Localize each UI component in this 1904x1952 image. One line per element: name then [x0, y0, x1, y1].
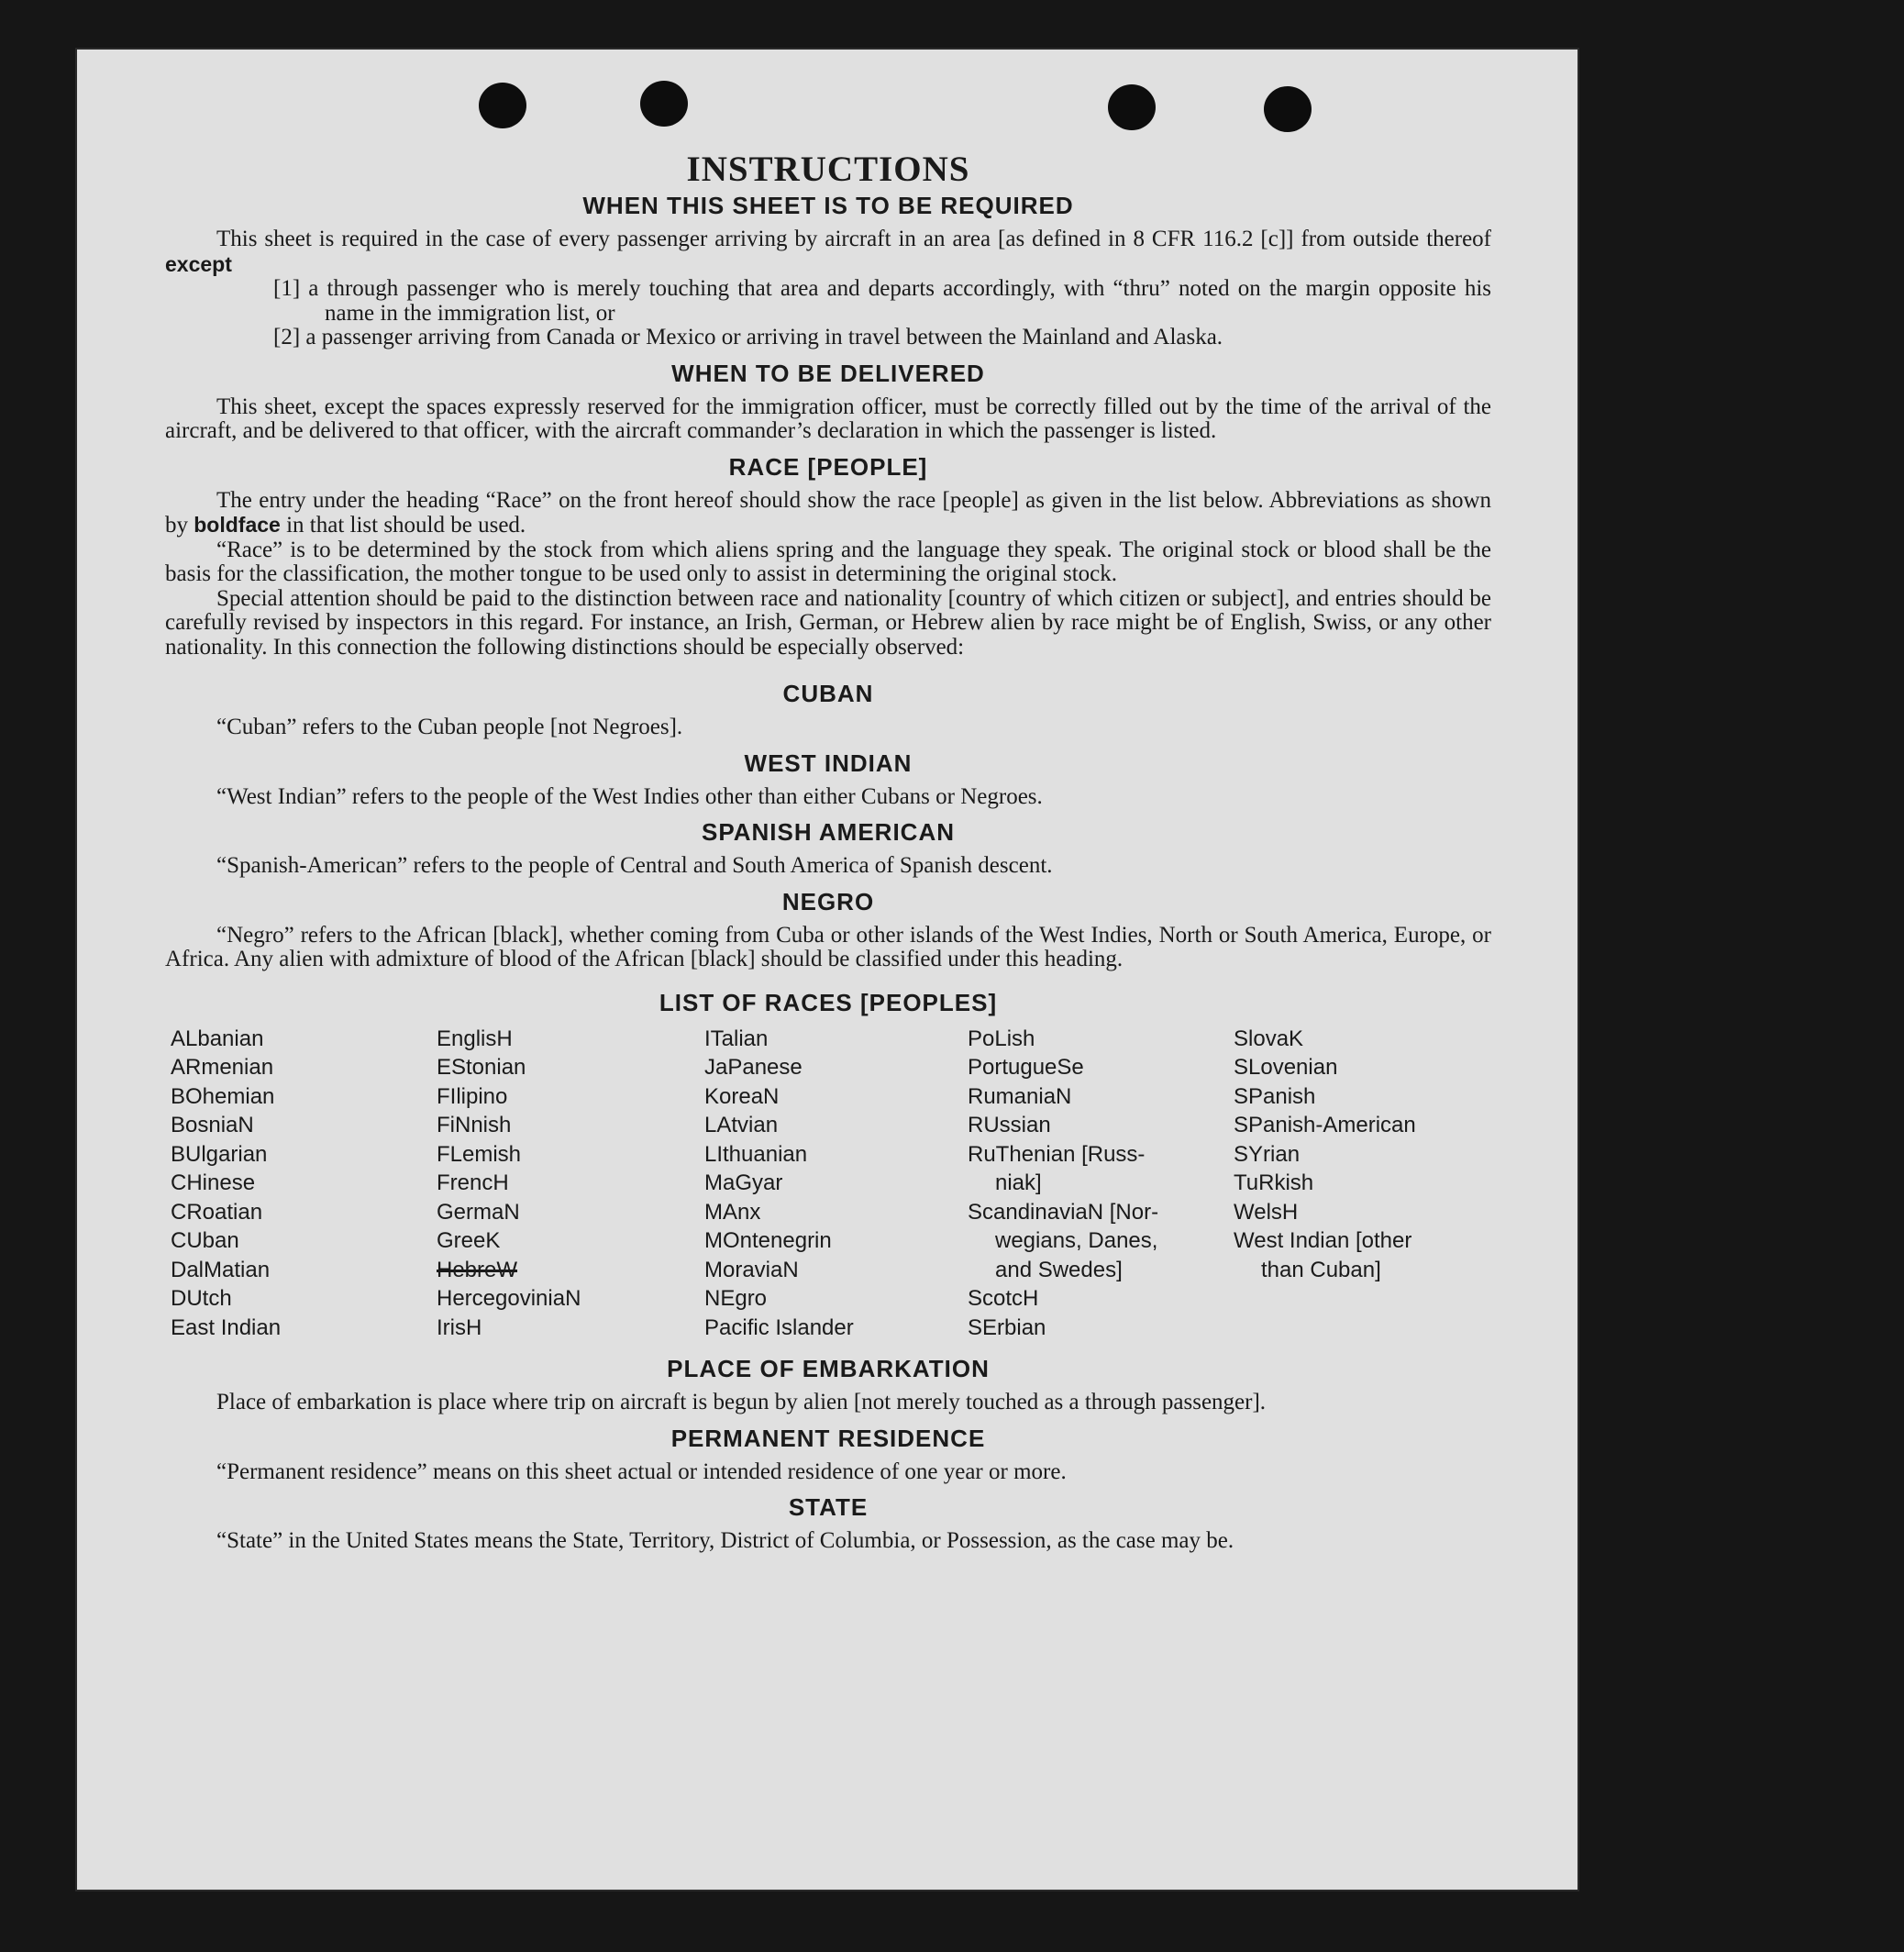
race-item: MoraviaN — [704, 1257, 799, 1282]
race-item: GermaN — [437, 1199, 520, 1225]
document-page — [75, 48, 1579, 1891]
race-item: ITalian — [704, 1026, 769, 1051]
race-item: BUlgarian — [171, 1141, 268, 1167]
races-column-1 — [171, 1025, 437, 1343]
race-item: TuRkish — [1234, 1170, 1314, 1195]
race-item: SLovenian — [1234, 1055, 1338, 1080]
residence-text: “Permanent residence” means on this sheet actual or intended residence of one year or more. — [216, 1458, 1067, 1484]
cuban-text: “Cuban” refers to the Cuban people [not Negroes]. — [216, 715, 683, 739]
race-para-2: “Race” is to be determined by the stock from which aliens spring and the language they speak. The original stock or blood shall be the basis for the classification, the mother tongue to be used only to assist in determining the original stock. — [165, 537, 1491, 586]
section-heading-state: STATE — [788, 1493, 869, 1521]
race-item: ALbanian — [171, 1026, 264, 1051]
race-item: PoLish — [968, 1026, 1035, 1051]
race-item: FiNnish — [437, 1113, 512, 1137]
race-item: IrisH — [437, 1314, 482, 1340]
state-text: “State” in the United States means the State, Territory, District of Columbia, or Possession, as the case may be. — [216, 1528, 1234, 1553]
race-item-continued: than Cuban] — [1261, 1257, 1381, 1282]
race-item: RumaniaN — [968, 1083, 1072, 1109]
punch-hole — [1108, 84, 1156, 130]
race-item: ScandinaviaN [Nor- — [968, 1199, 1159, 1225]
west-indian-text: “West Indian” refers to the people of the West Indies other than either Cubans or Negroes. — [216, 783, 1043, 809]
embarkation-text: Place of embarkation is place where trip on aircraft is begun by alien [not merely touched as a through passenger]. — [216, 1390, 1267, 1414]
delivered-text: This sheet, except the spaces expressly reserved for the immigration officer, must be correctly filled out by the time of the arrival of the aircraft, and be delivered to that officer, with the aircraft commander’s declaration in which the passenger is listed. — [165, 394, 1491, 443]
race-item: MaGyar — [704, 1170, 783, 1195]
race-item: LIthuanian — [704, 1141, 808, 1167]
race-item: West Indian [other — [1234, 1228, 1412, 1253]
race-item: EStonian — [437, 1055, 526, 1080]
races-column-5 — [1234, 1025, 1500, 1343]
races-column-4 — [968, 1025, 1234, 1343]
race-item: MOntenegrin — [704, 1228, 832, 1253]
race-item: CUban — [171, 1228, 239, 1253]
race-item: ARmenian — [171, 1055, 274, 1080]
race-para-1: The entry under the heading “Race” on the front hereof should show the race [people] as given in the list below. Abbreviations as shown by boldface in that list should be used. — [165, 487, 1491, 538]
required-intro: This sheet is required in the case of every passenger arriving by aircraft in an area [as defined in 8 CFR 116.2 [c]] from outside thereof except — [165, 227, 1491, 276]
race-item: DUtch — [171, 1286, 232, 1311]
race-item: MAnx — [704, 1199, 761, 1225]
page-title: INSTRUCTIONS — [686, 150, 970, 189]
race-item: ScotcH — [968, 1286, 1039, 1311]
race-para-3: Special attention should be paid to the distinction between race and nationality [country of which citizen or subject], and entries should be carefully revised by inspectors in this regard. For instance, an Irish, German, or Hebrew alien by race might be of English, Swiss, or any other nationality. In this connection the following distinctions should be especially observed: — [165, 585, 1491, 660]
required-item-2: [2] a passenger arriving from Canada or Mexico or arriving in travel between the Mainland and Alaska. — [273, 325, 1223, 349]
race-item: GreeK — [437, 1228, 501, 1253]
race-item: FIlipino — [437, 1083, 508, 1109]
race-item: Pacific Islander — [704, 1314, 854, 1340]
race-item: CHinese — [171, 1170, 256, 1195]
section-heading-negro: NEGRO — [781, 887, 875, 915]
race-item: NEgro — [704, 1286, 768, 1311]
required-item-1: [1] a through passenger who is merely touching that area and departs accordingly, with “thru” noted on the margin opposite his name in the immigration list, or — [273, 276, 1491, 326]
list-of-races-heading: LIST OF RACES [PEOPLES] — [659, 988, 998, 1016]
race-item: LAtvian — [704, 1113, 779, 1137]
race-item: SErbian — [968, 1314, 1046, 1340]
punch-hole — [479, 83, 526, 128]
race-item-continued: wegians, Danes, — [995, 1228, 1158, 1253]
punch-hole — [640, 81, 688, 127]
section-heading-race: RACE [PEOPLE] — [728, 452, 928, 481]
race-item: JaPanese — [704, 1055, 803, 1080]
section-heading-spanish-american: SPANISH AMERICAN — [701, 818, 955, 846]
race-item: SlovaK — [1234, 1026, 1304, 1051]
section-heading-residence: PERMANENT RESIDENCE — [670, 1424, 986, 1452]
race-item: EnglisH — [437, 1026, 513, 1051]
race-item: SYrian — [1234, 1141, 1301, 1167]
race-item-struck: HebreW — [437, 1257, 518, 1282]
race-item: East Indian — [171, 1314, 282, 1340]
negro-text: “Negro” refers to the African [black], whether coming from Cuba or other islands of the West Indies, North or South America, Europe, or Africa. Any alien with admixture of blood of the African [black] should be classified under this heading. — [165, 922, 1491, 971]
race-item: SPanish — [1234, 1083, 1316, 1109]
except-bold: except — [165, 251, 232, 276]
race-item: KoreaN — [704, 1083, 780, 1109]
race-item: HercegoviniaN — [437, 1286, 581, 1311]
race-item-continued: and Swedes] — [995, 1257, 1123, 1282]
boldface-word: boldface — [194, 513, 281, 537]
race-item: DalMatian — [171, 1257, 271, 1282]
races-list — [171, 1025, 1491, 1343]
section-heading-required: WHEN THIS SHEET IS TO BE REQUIRED — [582, 192, 1074, 219]
race-item: FLemish — [437, 1141, 522, 1167]
section-heading-delivered: WHEN TO BE DELIVERED — [671, 359, 985, 387]
race-item: BosniaN — [171, 1113, 254, 1137]
instructions-content — [165, 149, 1491, 1554]
race-item: CRoatian — [171, 1199, 263, 1225]
race-item: SPanish-American — [1234, 1113, 1416, 1137]
races-column-2 — [437, 1025, 704, 1343]
section-heading-embarkation: PLACE OF EMBARKATION — [667, 1355, 990, 1382]
spanish-american-text: “Spanish-American” refers to the people of Central and South America of Spanish descent. — [216, 853, 1053, 878]
punch-hole — [1264, 86, 1312, 132]
race-item: FrencH — [437, 1170, 509, 1195]
race-item: BOhemian — [171, 1083, 275, 1109]
section-heading-west-indian: WEST INDIAN — [744, 749, 913, 777]
races-column-3 — [704, 1025, 968, 1343]
section-heading-cuban: CUBAN — [782, 680, 874, 707]
race-item: RuThenian [Russ- — [968, 1141, 1146, 1167]
race-item: PortugueSe — [968, 1055, 1084, 1080]
race-item-continued: niak] — [995, 1170, 1042, 1195]
race-item: WelsH — [1234, 1199, 1299, 1225]
race-item: RUssian — [968, 1113, 1051, 1137]
